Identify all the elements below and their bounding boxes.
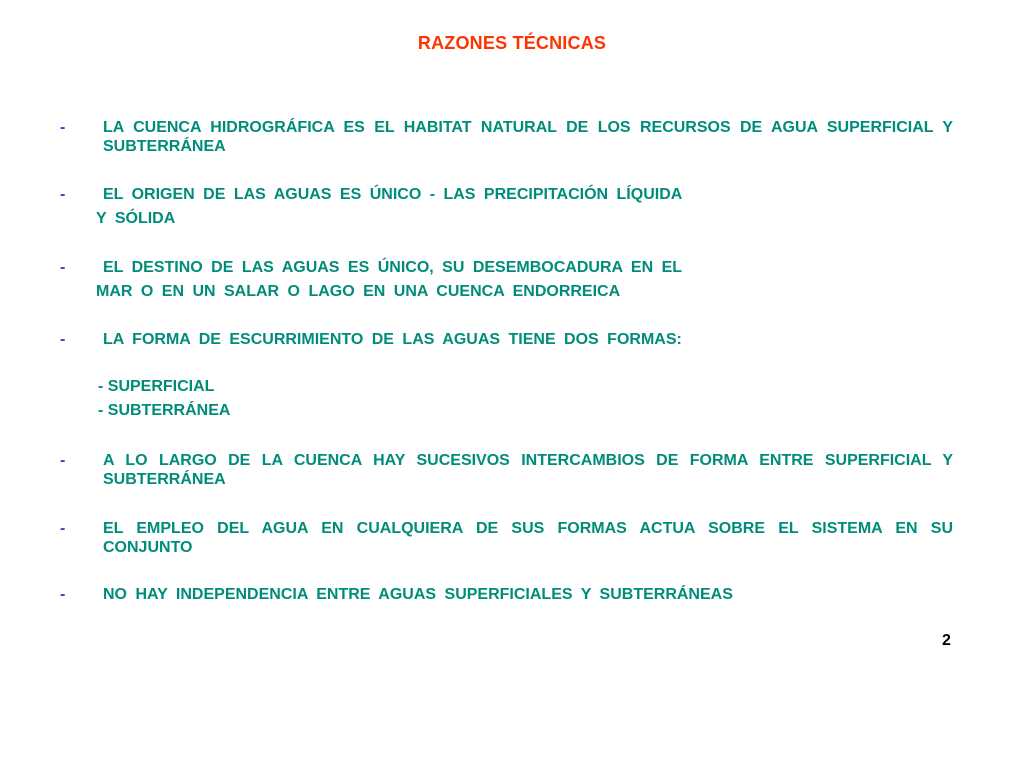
bullet-text: A LO LARGO DE LA CUENCA HAY SUCESIVOS INTERCAMBIOS DE FORMA ENTRE SUPERFICIAL Y SUBTERRÁNEA	[103, 452, 953, 488]
sub-item-subterranea: - SUBTERRÁNEA	[98, 402, 231, 419]
bullet-continuation: Y SÓLIDA	[96, 210, 176, 227]
bullet-text: NO HAY INDEPENDENCIA ENTRE AGUAS SUPERFICIALES Y SUBTERRÁNEAS	[103, 586, 733, 603]
bullet-dash: -	[60, 586, 66, 603]
bullet-dash: -	[60, 119, 66, 136]
sub-item-superficial: - SUPERFICIAL	[98, 378, 215, 395]
bullet-dash: -	[60, 186, 66, 203]
bullet-dash: -	[60, 331, 66, 348]
bullet-text: LA CUENCA HIDROGRÁFICA ES EL HABITAT NATURAL DE LOS RECURSOS DE AGUA SUPERFICIAL Y SUBTERRÁNEA	[103, 119, 953, 155]
bullet-text: EL EMPLEO DEL AGUA EN CUALQUIERA DE SUS FORMAS ACTUA SOBRE EL SISTEMA EN SU CONJUNTO	[103, 520, 953, 556]
bullet-continuation: MAR O EN UN SALAR O LAGO EN UNA CUENCA ENDORREICA	[96, 283, 621, 300]
bullet-text: EL ORIGEN DE LAS AGUAS ES ÚNICO - LAS PRECIPITACIÓN LÍQUIDA	[103, 186, 683, 203]
bullet-dash: -	[60, 520, 66, 537]
bullet-text: LA FORMA DE ESCURRIMIENTO DE LAS AGUAS TIENE DOS FORMAS:	[103, 331, 682, 348]
bullet-dash: -	[60, 452, 66, 469]
slide-title: RAZONES TÉCNICAS	[417, 33, 607, 53]
page-number: 2	[942, 632, 951, 649]
bullet-text: EL DESTINO DE LAS AGUAS ES ÚNICO, SU DESEMBOCADURA EN EL	[103, 259, 683, 276]
bullet-dash: -	[60, 259, 66, 276]
